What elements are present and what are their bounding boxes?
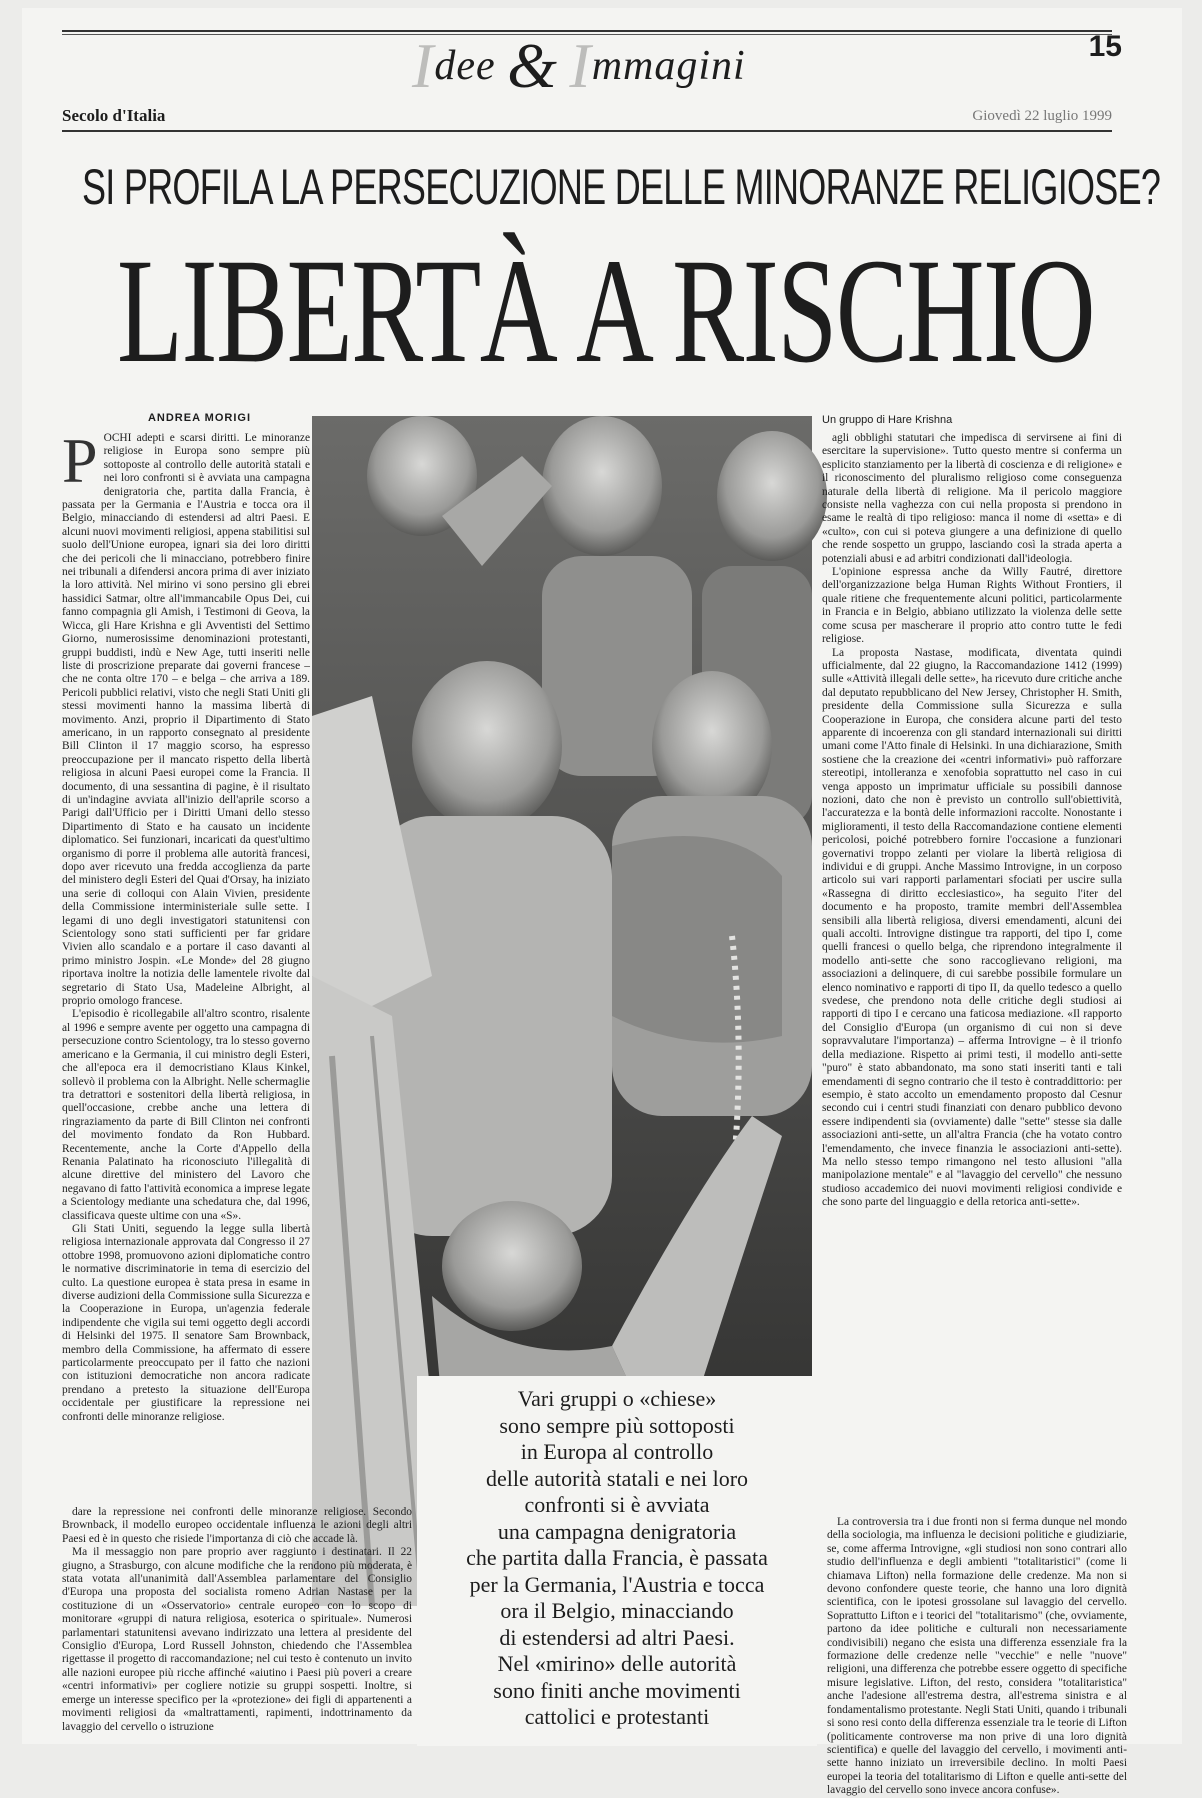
- pull-quote-line: per la Germania, l'Austria e tocca: [469, 1571, 765, 1597]
- pull-quote-line: Vari gruppi o «chiese»: [517, 1386, 717, 1411]
- pull-quote-line: delle autorità statali e nei loro: [485, 1465, 749, 1491]
- article-column-bottom-right: [827, 1516, 1127, 1797]
- drop-cap: P: [62, 425, 98, 496]
- pull-quote-line: in Europa al controllo: [520, 1439, 714, 1464]
- paragraph: L'episodio è ricollegabile all'altro scontro, risalente al 1996 e sempre avente per oggetto una campagna di persecuzione contro Scientology, tra lo stesso governo americano e la Germania, il cui ministro degli Esteri, che all'epoca era il democristiano Klaus Kinkel, sollevò il problema con la Albright. Nelle schermaglie tra detrattori e sostenitori della libertà religiosa, in quell'occasione, crebbe anche una lettera di ringraziamento da parte di Bill Clinton nei confronti del movimento fondato da Ron Hubbard. Recentemente, anche la Corte d'Appello della Renania Palatinato ha riconosciuto l'illegalità di alcune direttive del ministero del Lavoro che negavano di fatto l'attività economica a imprese legate a Scientology mediante una schedatura che, dal 1996, classificava queste ultime con una «S».: [62, 1008, 310, 1222]
- section-title: Idee & Immagini: [412, 30, 746, 101]
- paragraph: dare la repressione nei confronti delle minoranze religiose. Secondo Brownback, il modello europeo occidentale influenza le azioni degli altri Paesi ed è in questo che risiede l'importanza di ciò che accade là.: [62, 1506, 412, 1545]
- article-column-bottom-left: [62, 1506, 412, 1736]
- pull-quote-line: sono finiti anche movimenti: [493, 1677, 741, 1703]
- article-column-right: [822, 432, 1122, 1512]
- dateline: Giovedì 22 luglio 1999: [972, 108, 1112, 124]
- pull-quote: [417, 1376, 817, 1746]
- paragraph: Gli Stati Uniti, seguendo la legge sulla libertà religiosa internazionale approvata dal Congresso il 27 ottobre 1998, promuovono azioni diplomatiche contro le normative discriminatorie in tema di esercizio del culto. La questione europea è stata presa in esame in diverse audizioni della Commissione sulla Sicurezza e la Cooperazione in Europa, un'agenzia federale indipendente che vigila sui temi oggetto degli accordi di Helsinki del 1975. Il senatore Sam Brownback, membro della Commissione, ha affermato di essere particolarmente preoccupato per il fatto che nazioni con istituzioni democratiche non ancora radicate prendano a pretesto la situazione dell'Europa occidentale per giustificare la repressione nei confronti delle minoranze religiose.: [62, 1222, 310, 1423]
- paragraph: OCHI adepti e scarsi diritti. Le minoranze religiose in Europa sono sempre più sottoposte al controllo delle autorità statali e nei loro confronti si è avviata una campagna denigratoria che, partita dalla Francia, è passata per la Germania e l'Austria e tocca ora il Belgio, minacciando di estendersi ad altri Paesi. E alcuni nuovi movimenti religiosi, appena stabilitisi sul suolo dell'Unione europea, ignari sia dei loro diritti che dei pericoli che li minacciano, potrebbero finire nei tribunali a difendersi ancora prima di aver iniziato la loro attività. Nel mirino vi sono persino gli ebrei hassidici Satmar, oltre all'immancabile Opus Dei, cui fanno compagnia gli Amish, i Testimoni di Geova, la Wicca, gli Hare Krishna e gli Avventisti del Settimo Giorno, numerosissime denominazioni protestanti, gruppi buddisti, indù e New Age, tutti inseriti nelle liste di proscrizione preparate dai governi francese – che ne conta oltre 170 – e belga – che arriva a 189. Pericoli pubblici relativi, visto che negli Stati Uniti gli stessi movimenti hanno la massima libertà di movimento. Anzi, proprio il Dipartimento di Stato americano, in un rapporto consegnato al presidente Bill Clinton il 17 maggio scorso, ha espresso preoccupazione per il mancato rispetto della libertà religiosa in alcuni Paesi europei come la Francia. Il documento, di una sessantina di pagine, è il risultato di un'indagine avviata all'inizio dell'aprile scorso a Parigi dall'Ufficio per i Diritti Umani dello stesso Dipartimento di Stato e ha causato un incidente diplomatico. Sei funzionari, incaricati da quest'ultimo organismo di porre il problema alle autorità francesi, dopo aver ricevuto una fredda accoglienza da parte del ministero degli Esteri del Quai d'Orsay, ha iniziato una serie di colloqui con Alain Vivien, presidente della Commissione interministeriale sulle sette. I legami di uno degli investigatori statunitensi con Scientology sono stati sufficienti per far gridare Vivien allo scandalo e a portare il caso davanti al primo ministro Jospin. «Le Monde» del 28 giugno riportava inoltre la notizia delle lamentele rivolte dal segretario di Stato Usa, Madeleine Albright, al proprio omologo francese.: [62, 432, 310, 1008]
- article-column-left: [62, 425, 310, 1502]
- pull-quote-line: che partita dalla Francia, è passata: [466, 1545, 768, 1570]
- masthead-rule: [62, 130, 1112, 132]
- section-title-part-2: mmagini: [591, 43, 746, 89]
- photo-caption: Un gruppo di Hare Krishna: [822, 414, 953, 426]
- paragraph: Ma il messaggio non pare proprio aver raggiunto i destinatari. Il 22 giugno, a Strasburgo, con alcune modifiche che la rendono più moderata, è stata votata all'unanimità dall'Assemblea parlamentare del Consiglio d'Europa una proposta del socialista romeno Adrian Nastase per la costituzione di un «Osservatorio» centrale europeo con lo scopo di monitorare «gruppi di natura religiosa, esoterica o spirituale». Numerosi parlamentari statunitensi avevano indirizzato una lettera al presidente del Consiglio d'Europa, Lord Russell Johnston, chiedendo che l'Assemblea rigettasse il progetto di raccomandazione; nel cui testo è contenuto un invito alle nazioni europee più ricche affinché «aiutino i Paesi più poveri a creare «centri informativi» per cogliere notizie su gruppi sospetti. Inoltre, si emerge un interesse specifico per la «protezione» dei figli di appartenenti a movimenti religiosi da «maltrattamenti, rapimenti, indottrinamento da lavaggio del cervello o istruzione: [62, 1546, 412, 1733]
- paragraph: La proposta Nastase, modificata, diventata quindi ufficialmente, dal 22 giugno, la Raccomandazione 1412 (1999) sulle «Attività illegali delle sette», ha ricevuto dure critiche anche dal deputato repubblicano del New Jersey, Christopher H. Smith, presidente della Commissione sulla Sicurezza e sulla Cooperazione in Europa, che considera alcune parti del testo apparente di incoerenza con gli standard internazionali sui diritti umani come l'Atto finale di Helsinki. In una dichiarazione, Smith sostiene che la creazione dei «centri informativi» può rafforzare stereotipi, intolleranza e xenofobia soprattutto nel caso in cui venga apposto un imprimatur ufficiale su possibili dannose nozioni, dato che non è previsto un controllo sull'obiettività, l'accuratezza e la bontà delle informazioni raccolte. Nonostante i miglioramenti, il testo della Raccomandazione contiene elementi pericolosi, poiché potrebbero fornire l'occasione a funzionari governativi troppo zelanti per violare la libertà religiosa di individui e di gruppi. Anche Massimo Introvigne, in un corposo articolo sui vari rapporti parlamentari sfociati per uscire sulla «Rassegna di diritto ecclesiastico», ha seguito l'iter del documento e ha proposto, tramite membri dell'Assemblea sensibili alla libertà religiosa, diversi emendamenti, alcuni dei quali accolti. Introvigne distingue tra rapporti, del tipo I, come quelli francesi o quello belga, che riprendono integralmente il modello anti-sette che sono raccoglievano religioni, ma associazioni a delinquere, di cui sarebbe possibile formulare un elenco nominativo e rapporti di tipo II, da quello tedesco a quello svedese, che prendono nota delle critiche degli studiosi ai rapporti di tipo I e cercano una faticosa mediazione. «Il rapporto del Consiglio d'Europa (un organismo di cui non si deve sopravvalutare l'importanza) – afferma Introvigne – è il trionfo della mediazione. Rispetto ai primi testi, il modello anti-sette "puro" è stato abbandonato, ma sono stati inseriti tanti e tali emendamenti di segno contrario che il testo è contraddittorio: per esempio, è stato accolto un emendamento proposto dal Cesnur secondo cui i centri studi finanziati con denaro pubblico devono essere indipendenti sia (ovviamente) dalle "sette" stesse sia dalle associazioni anti-sette, un all'altra Francia (che ha votato contro l'emendamento, che invece finanzia le associazioni anti-sette). Ma nello stesso tempo rimangono nel testo allusioni "alla manipolazione mentale" e al "lavaggio del cervello" che nessuno studioso accademico dei nuovi movimenti religiosi condivide e che sono parte del linguaggio e della retorica anti-sette».: [822, 646, 1122, 1209]
- page-number: 15: [1088, 30, 1122, 63]
- pull-quote-line: confronti si è avviata: [524, 1492, 710, 1517]
- main-headline: LIBERTÀ A RISCHIO: [117, 228, 1095, 394]
- pull-quote-line: Nel «mirino» delle autorità: [497, 1651, 737, 1676]
- section-title-ampersand: &: [507, 30, 558, 101]
- paragraph: L'opinione espressa anche da Willy Fautré, direttore dell'organizzazione belga Human Rights Without Frontiers, il quale ritiene che frequentemente alcuni politici, particolarmente in Francia e in Belgio, abbiano utilizzato la violenza delle sette come scusa per mascherare il proprio atto contro tutte le fedi religiose.: [822, 566, 1122, 646]
- pull-quote-line: ora il Belgio, minacciando: [500, 1598, 734, 1623]
- byline: ANDREA MORIGI: [147, 412, 252, 424]
- kicker-headline: SI PROFILA LA PERSECUZIONE DELLE MINORANZE RELIGIOSE?: [82, 159, 1161, 215]
- masthead: Secolo d'Italia: [62, 106, 166, 125]
- paragraph: agli obblighi statutari che impedisca di servirsene ai fini di esercitare la supervisione». Tutto questo mentre si conferma un esplicito stanziamento per la libertà di coscienza e di religione» e il riconoscimento del pluralismo religioso come conseguenza naturale della libertà di religione. Ma il pericolo maggiore consiste nella vaghezza con cui nella proposta si prendono in esame le realtà di tipo religioso: manca il nome di «setta» e di «culto», con cui si poteva giungere a una definizione di quello che rende sospetto un gruppo, lasciando così la strada aperta a potenziali abusi e ad arbitri condizionati dall'ideologia.: [822, 432, 1122, 565]
- pull-quote-line: sono sempre più sottoposti: [499, 1412, 735, 1438]
- section-title-part-1: dee: [434, 43, 496, 89]
- pull-quote-line: di estendersi ad altri Paesi.: [499, 1624, 735, 1650]
- pull-quote-line: cattolici e protestanti: [524, 1704, 710, 1729]
- paragraph: La controversia tra i due fronti non si ferma dunque nel mondo della sociologia, ma influenza le decisioni politiche e giudiziarie, se, come afferma Introvigne, «gli studiosi non sono contrari allo studio dell'influenza e degli ambienti "totalitaristici" (come li chiamava Lifton) nella formazione delle credenze. Ma non si devono confondere queste teorie, che hanno una loro dignità scientifica, con le ipotesi grossolane sul lavaggio del cervello. Soprattutto Lifton e i teorici del "totalitarismo" (che, ovviamente, partono da idee politiche e culturali non necessariamente condivisibili) negano che esista una differenza essenziale fra la formazione delle credenze nelle "vecchie" e nelle "nuove" religioni, una differenza che potrebbe essere oggetto di specifiche misure legislative. Lifton, del resto, considera "totalitaristica" anche l'adesione all'estrema destra, all'estrema sinistra e al fondamentalismo protestante. Negli Stati Uniti, quando i tribunali si sono resi conto della differenza essenziale tra le teorie di Lifton (politicamente controverse ma non prive di una loro dignità scientifica) e quelle del lavaggio del cervello, i movimenti anti-sette hanno iniziato un irreversibile declino. In molti Paesi europei la teoria del totalitarismo di Lifton e quelle anti-sette del lavaggio del cervello sono invece ancora confuse».: [827, 1516, 1127, 1797]
- newspaper-page: [22, 8, 1182, 1797]
- pull-quote-line: una campagna denigratoria: [497, 1518, 737, 1544]
